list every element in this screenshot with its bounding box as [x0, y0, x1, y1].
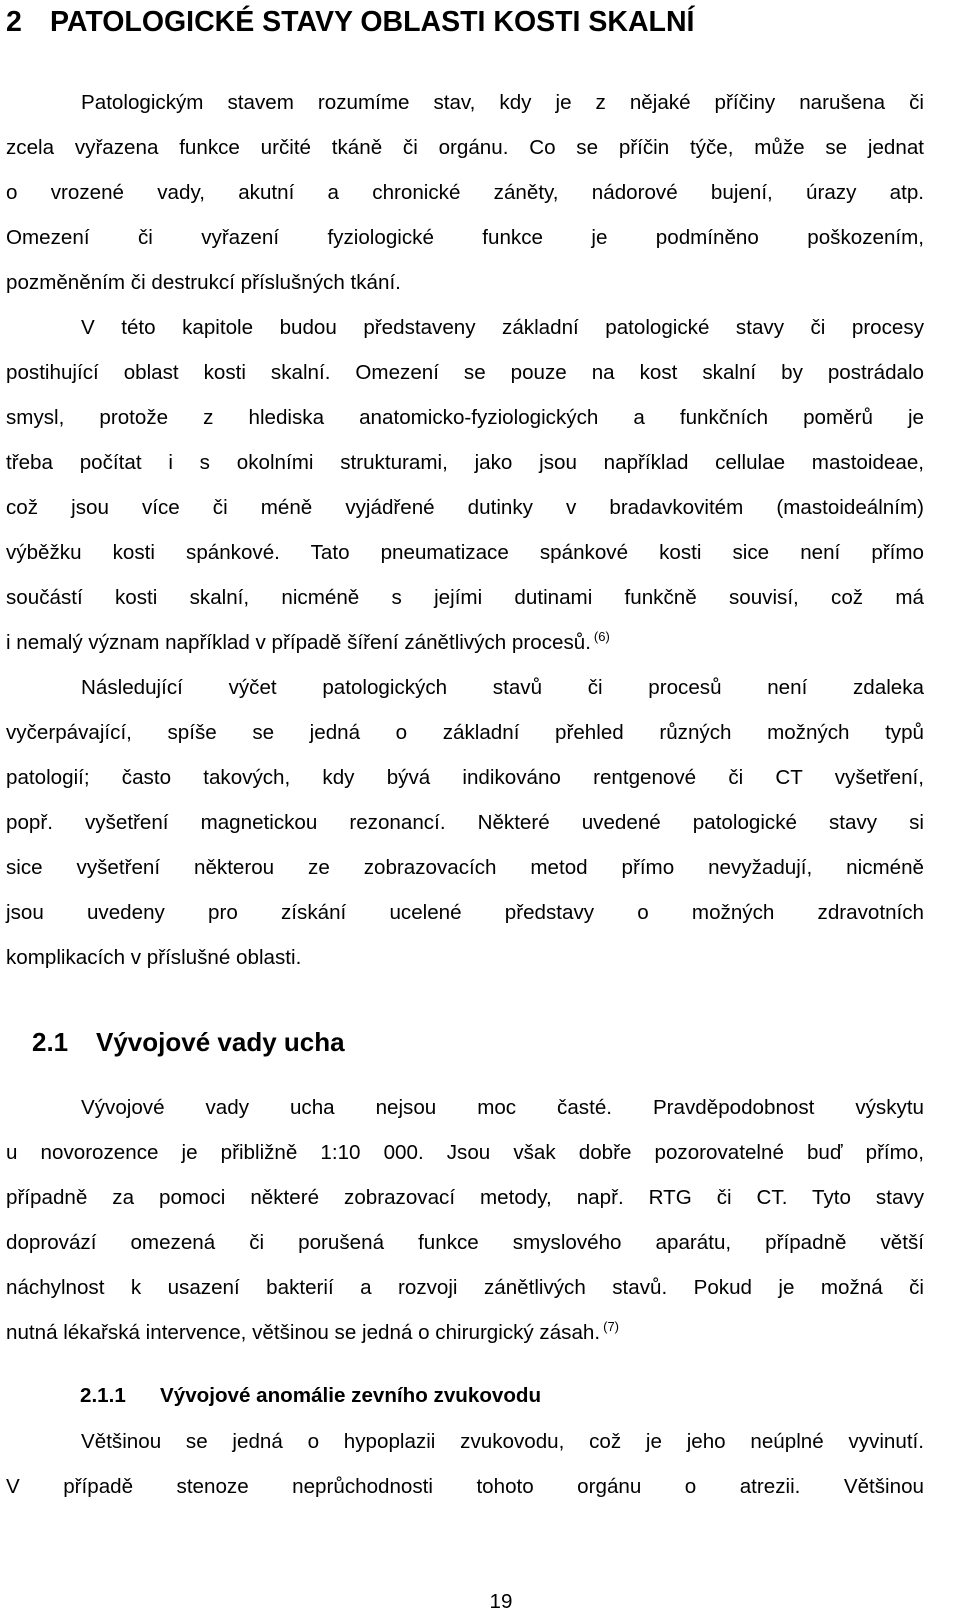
subsection-heading: [80, 1379, 541, 1413]
text-line: náchylnost k usazení bakterií a rozvoji zánětlivých stavů. Pokud je možná či: [6, 1276, 924, 1299]
intro-text: [6, 80, 924, 980]
text-line: nutná lékařská intervence, většinou se jedná o chirurgický zásah.: [6, 1321, 601, 1344]
text-line: třeba počítat i s okolními strukturami, jako jsou například cellulae mastoideae,: [6, 451, 924, 474]
section-text: [6, 1085, 924, 1355]
text-line: smysl, protože z hlediska anatomicko-fyziologických a funkčních poměrů je: [6, 406, 924, 429]
subsection-title: Vývojové anomálie zevního zvukovodu: [160, 1384, 542, 1407]
text-line: Následující výčet patologických stavů či procesů není zdaleka: [81, 676, 924, 699]
text-line: V případě stenoze neprůchodnosti tohoto orgánu o atrezii. Většinou: [6, 1475, 924, 1498]
text-line: komplikacích v příslušné oblasti.: [6, 946, 302, 969]
text-line: případně za pomoci některé zobrazovací metody, např. RTG či CT. Tyto stavy: [6, 1186, 924, 1209]
text-line: jsou uvedeny pro získání ucelené představy o možných zdravotních: [6, 901, 924, 924]
citation-reference: (7): [603, 1319, 620, 1334]
text-line: Vývojové vady ucha nejsou moc časté. Pravděpodobnost výskytu: [81, 1096, 924, 1119]
subsection-text: [6, 1419, 924, 1509]
section-title: Vývojové vady ucha: [96, 1027, 345, 1057]
text-line: zcela vyřazena funkce určité tkáně či orgánu. Co se příčin týče, může se jednat: [6, 136, 924, 159]
text-line: což jsou více či méně vyjádřené dutinky v bradavkovitém (mastoideálním): [6, 496, 924, 519]
text-line: Omezení či vyřazení fyziologické funkce je podmíněno poškozením,: [6, 226, 924, 249]
section-number: 2.1: [32, 1027, 69, 1057]
text-line: Většinou se jedná o hypoplazii zvukovodu, což je jeho neúplné vyvinutí.: [81, 1430, 924, 1453]
chapter-heading: [6, 2, 694, 42]
text-line: postihující oblast kosti skalní. Omezení se pouze na kost skalní by postrádalo: [6, 361, 924, 384]
page-number: 19: [489, 1590, 513, 1613]
text-line: vyčerpávající, spíše se jedná o základní přehled různých možných typů: [6, 721, 924, 744]
text-line: výběžku kosti spánkové. Tato pneumatizace spánkové kosti sice není přímo: [6, 541, 924, 564]
chapter-number: 2: [6, 6, 22, 38]
subsection-number: 2.1.1: [80, 1384, 126, 1407]
text-line: o vrozené vady, akutní a chronické záněty, nádorové bujení, úrazy atp.: [6, 181, 924, 204]
text-line: u novorozence je přibližně 1:10 000. Jsou však dobře pozorovatelné buď přímo,: [6, 1141, 924, 1164]
chapter-title: PATOLOGICKÉ STAVY OBLASTI KOSTI SKALNÍ: [50, 6, 695, 38]
section-heading: [32, 1022, 345, 1062]
text-line: V této kapitole budou představeny základní patologické stavy či procesy: [81, 316, 924, 339]
text-line-with-reference: [6, 620, 924, 665]
text-line-with-reference: [6, 1310, 924, 1355]
text-line: sice vyšetření některou ze zobrazovacích metod přímo nevyžadují, nicméně: [6, 856, 924, 879]
text-line: pozměněním či destrukcí příslušných tkání.: [6, 271, 401, 294]
text-line: doprovází omezená či porušená funkce smyslového aparátu, případně větší: [6, 1231, 924, 1254]
text-line: Patologickým stavem rozumíme stav, kdy je z nějaké příčiny narušena či: [81, 91, 924, 114]
text-line: i nemalý význam například v případě šíření zánětlivých procesů.: [6, 631, 591, 654]
text-line: patologií; často takových, kdy bývá indikováno rentgenové či CT vyšetření,: [6, 766, 924, 789]
text-line: popř. vyšetření magnetickou rezonancí. Některé uvedené patologické stavy si: [6, 811, 924, 834]
citation-reference: (6): [593, 629, 610, 644]
text-line: součástí kosti skalní, nicméně s jejími dutinami funkčně souvisí, což má: [6, 586, 924, 609]
